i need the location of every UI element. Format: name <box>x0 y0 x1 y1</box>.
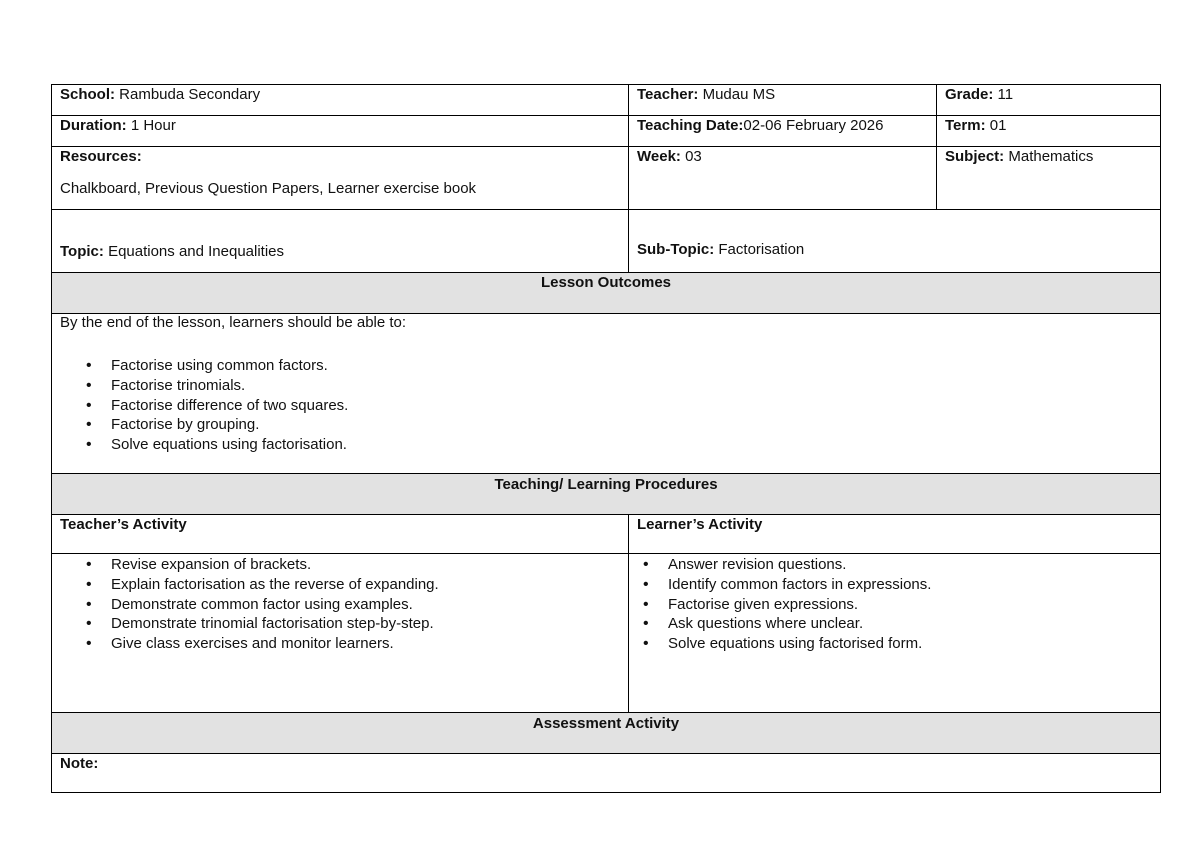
duration-cell <box>60 117 176 135</box>
term-cell <box>945 117 1006 135</box>
outcomes-heading: Lesson Outcomes <box>540 274 672 291</box>
grade-cell <box>945 86 1013 104</box>
list-item: • Explain factorisation as the reverse of expanding. <box>52 575 439 595</box>
week-value: 03 <box>685 148 702 165</box>
list-item: • Revise expansion of brackets. <box>52 555 439 575</box>
subject-cell <box>945 148 1093 166</box>
procedures-heading: Teaching/ Learning Procedures <box>494 476 718 493</box>
term-value: 01 <box>989 117 1007 134</box>
list-item: • Ask questions where unclear. <box>609 614 931 634</box>
topic-cell <box>60 243 284 261</box>
grade-value: 11 <box>997 86 1014 103</box>
list-item: • Answer revision questions. <box>609 555 931 575</box>
resources-value: Chalkboard, Previous Question Papers, Learner exercise book <box>60 180 477 197</box>
assessment-heading: Assessment Activity <box>532 715 680 732</box>
teacher-cell <box>637 86 775 104</box>
note-label: Note: <box>60 755 99 772</box>
duration-value: 1 Hour <box>130 117 176 134</box>
teaching-date-label: Teaching Date: <box>637 117 744 134</box>
teacher-value: Mudau MS <box>702 86 776 103</box>
subtopic-cell <box>637 241 804 259</box>
subtopic-label: Sub-Topic: <box>637 241 715 258</box>
outcomes-intro: By the end of the lesson, learners should be able to: <box>60 314 407 331</box>
topic-value: Equations and Inequalities <box>108 243 285 260</box>
school-label: School: <box>60 86 115 103</box>
subject-value: Mathematics <box>1008 148 1094 165</box>
teacher-label: Teacher: <box>637 86 699 103</box>
outcomes-list <box>52 356 348 455</box>
list-item: • Solve equations using factorisation. <box>52 435 348 455</box>
week-label: Week: <box>637 148 681 165</box>
week-cell <box>637 148 702 166</box>
list-item: • Factorise difference of two squares. <box>52 396 348 416</box>
term-label: Term: <box>945 117 986 134</box>
learner-activity-heading: Learner’s Activity <box>637 516 763 533</box>
list-item: • Factorise using common factors. <box>52 356 348 376</box>
grade-label: Grade: <box>945 86 994 103</box>
resources-label: Resources: <box>60 148 142 165</box>
list-item: • Demonstrate trinomial factorisation step-by-step. <box>52 614 439 634</box>
teacher-activity-heading: Teacher’s Activity <box>60 516 187 533</box>
list-item: • Factorise by grouping. <box>52 415 348 435</box>
list-item: • Identify common factors in expressions. <box>609 575 931 595</box>
subject-label: Subject: <box>945 148 1005 165</box>
school-cell <box>60 86 260 104</box>
list-item: • Factorise given expressions. <box>609 595 931 615</box>
learner-activity-list <box>609 555 931 654</box>
teaching-date-cell <box>637 117 884 135</box>
school-value: Rambuda Secondary <box>119 86 261 103</box>
teaching-date-value: 02-06 February 2026 <box>743 117 884 134</box>
duration-label: Duration: <box>60 117 127 134</box>
list-item: • Demonstrate common factor using examples. <box>52 595 439 615</box>
topic-label: Topic: <box>60 243 104 260</box>
list-item: • Solve equations using factorised form. <box>609 634 931 654</box>
list-item: • Give class exercises and monitor learners. <box>52 634 439 654</box>
list-item: • Factorise trinomials. <box>52 376 348 396</box>
subtopic-value: Factorisation <box>718 241 805 258</box>
teacher-activity-list <box>52 555 439 654</box>
